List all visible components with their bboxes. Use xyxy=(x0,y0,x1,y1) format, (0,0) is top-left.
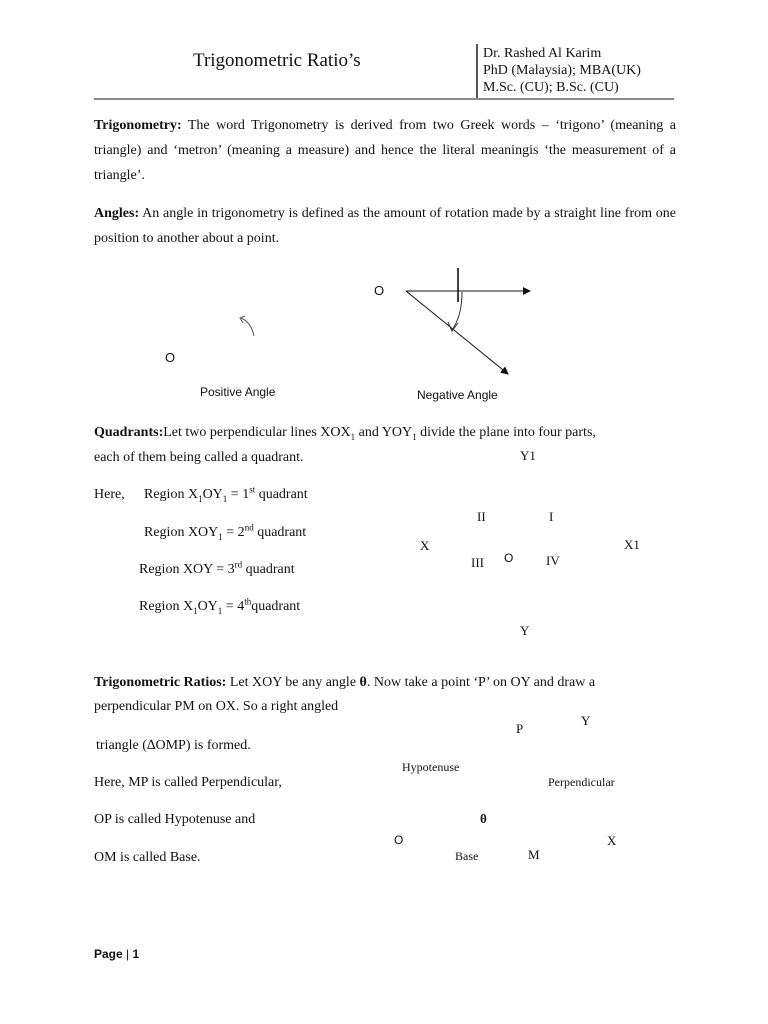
author-degree-2: M.Sc. (CU); B.Sc. (CU) xyxy=(483,80,619,95)
quadrant-y-label: Y xyxy=(520,623,530,638)
hypotenuse-label: Hypotenuse xyxy=(402,760,460,774)
triangle-theta-label: θ xyxy=(480,811,487,826)
quadrant-y1-label: Y1 xyxy=(520,448,536,463)
author-degree-1: PhD (Malaysia); MBA(UK) xyxy=(483,63,641,78)
ratios-term: Trigonometric Ratios: xyxy=(94,675,227,690)
positive-angle-caption: Positive Angle xyxy=(200,385,276,399)
page-separator: | xyxy=(126,947,130,961)
triangle-m-label: M xyxy=(528,847,540,862)
region-1: Region $X_1OY_1 = 1st$ quadrant xyxy=(144,484,308,504)
region-3: Region XOY = 3rd quadrant xyxy=(139,559,295,577)
terminal-ray xyxy=(406,291,508,374)
triangle-p-label: P xyxy=(516,721,524,736)
triangle-x-label: X xyxy=(607,833,617,848)
negative-angle-caption: Negative Angle xyxy=(417,388,498,402)
quadrant-x1-label: X1 xyxy=(624,537,640,552)
trigonometry-term: Trigonometry: xyxy=(94,118,182,133)
triangle-o-label: O xyxy=(394,833,404,847)
author-name: Dr. Rashed Al Karim xyxy=(483,46,602,61)
ratios-line-1: Trigonometric Ratios: Let XOY be any angle θ. Now take a point ‘P’ on OY and draw a xyxy=(94,675,596,690)
angles-text: An angle in trigonometry is defined as the amount of rotation made by a straight line from one position to another about a point. xyxy=(94,206,676,246)
quadrant-iv-label: IV xyxy=(546,553,560,568)
quadrants-line-2: each of them being called a quadrant. xyxy=(94,450,304,465)
quadrants-line-1: Quadrants:Let two perpendicular lines $XOX_1$ and $YOY_1$ divide the plane into four parts, xyxy=(94,425,596,442)
positive-rotation-arc xyxy=(241,318,254,336)
trigonometry-text: The word Trigonometry is derived from two Greek words – ‘trigono’ (meaning a triangle) and ‘metron’ (meaning a measure) and hence the literal meaningis ‘the measurement of a triangle’. xyxy=(94,118,676,183)
page-number: 1 xyxy=(132,947,140,961)
angles-term: Angles: xyxy=(94,206,140,221)
region-4: Region $X_1OY_1$ = 4thquadrant xyxy=(139,596,301,616)
ratios-line-5: OP is called Hypotenuse and xyxy=(94,812,256,827)
ratios-line-4: Here, MP is called Perpendicular, xyxy=(94,775,282,790)
quadrant-ii-label: II xyxy=(477,509,486,524)
ratios-line-2: perpendicular PM on OX. So a right angled xyxy=(94,699,339,714)
ratios-line-6: OM is called Base. xyxy=(94,850,201,865)
origin-label-negative: O xyxy=(374,283,385,298)
quadrants-term: Quadrants: xyxy=(94,425,164,440)
perpendicular-label: Perpendicular xyxy=(548,775,615,789)
quadrant-iii-label: III xyxy=(471,555,484,570)
triangle-y-label: Y xyxy=(581,713,591,728)
page-label: Page xyxy=(94,947,123,961)
ratios-line-3: triangle (∆OMP) is formed. xyxy=(96,738,251,753)
here-label: Here, xyxy=(94,487,125,502)
quadrant-origin-label: O xyxy=(504,551,514,565)
origin-label-positive: O xyxy=(165,350,176,365)
quadrant-x-label: X xyxy=(420,538,430,553)
page-footer xyxy=(94,947,139,961)
document-title: Trigonometric Ratio’s xyxy=(193,50,361,71)
quadrant-i-label: I xyxy=(549,509,554,524)
base-label: Base xyxy=(455,849,479,863)
region-2: Region $XOY_1 = 2nd$ quadrant xyxy=(144,522,307,542)
